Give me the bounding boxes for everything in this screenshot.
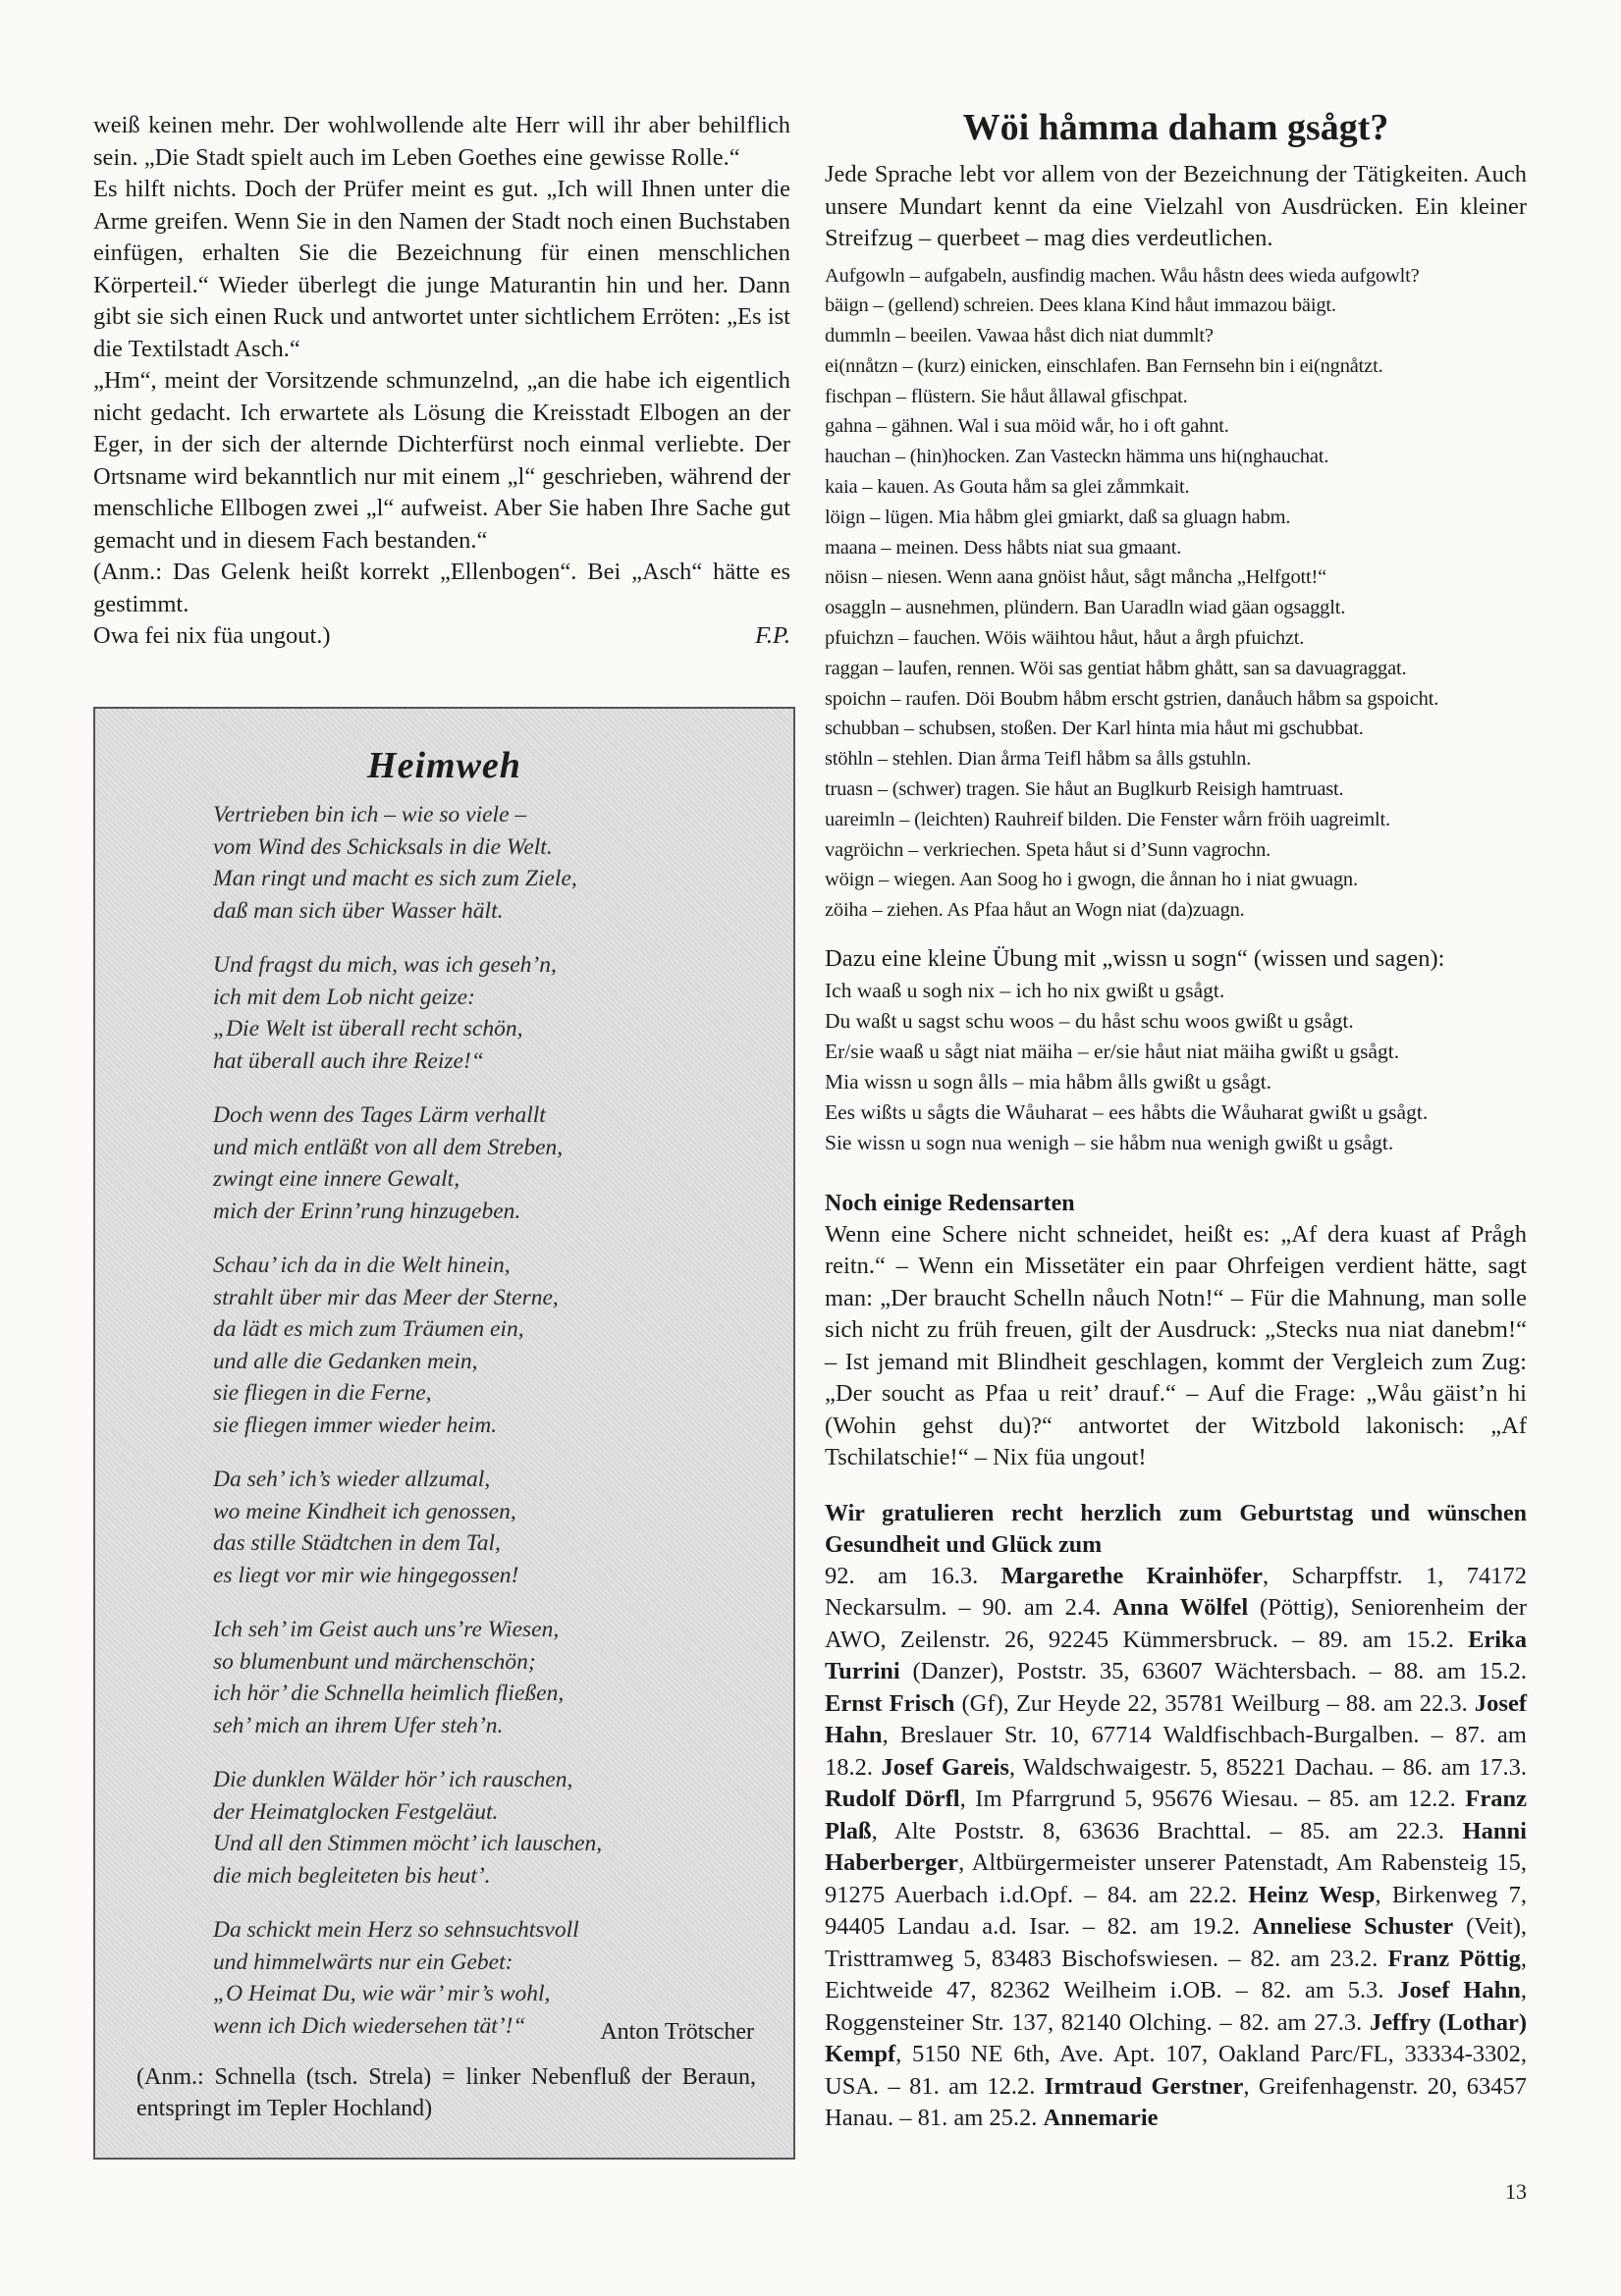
poem-line: wo meine Kindheit ich genossen, bbox=[213, 1498, 516, 1524]
poem-line: mich der Erinn’rung hinzugeben. bbox=[213, 1198, 521, 1224]
poem-line: seh’ mich an ihrem Ufer steh’n. bbox=[213, 1712, 504, 1738]
vocab-item: pfuichzn – fauchen. Wöis wäihtou håut, håut a årgh pfuichzt. bbox=[825, 627, 1305, 650]
vocab-item: zöiha – ziehen. As Pfaa håut an Wogn niat (da)zuagn. bbox=[825, 899, 1245, 922]
poem-line: vom Wind des Schicksals in die Welt. bbox=[213, 833, 553, 860]
birthday-entry bbox=[918, 2105, 1159, 2131]
birthday-name: Heinz Wesp bbox=[1248, 1881, 1376, 1908]
vocab-item: wöign – wiegen. Aan Soog ho i gwogn, die ånnan ho i niat gwuagn. bbox=[825, 869, 1358, 891]
vocab-item: löign – lügen. Mia håbm glei gmiarkt, daß sa gluagn habm. bbox=[825, 506, 1291, 528]
vocab-item: raggan – laufen, rennen. Wöi sas gentiat håbm ghått, san sa davuagraggat. bbox=[825, 657, 1407, 679]
poem-stanzas bbox=[213, 799, 763, 2064]
poem-line: ich mit dem Lob nicht geize: bbox=[213, 984, 475, 1010]
birthday-detail: 89. am 15.2. bbox=[1318, 1626, 1469, 1653]
poem-stanza bbox=[213, 1614, 763, 1741]
birthday-name: Rudolf Dörfl bbox=[825, 1786, 960, 1813]
poem-line: „O Heimat Du, wie wär’ mir’s wohl, bbox=[213, 1981, 551, 2006]
story-paragraph-1: weiß keinen mehr. Der wohlwollende alte Herr will ihr aber behilflich sein. „Die Stadt spielt auch im Leben Goethes eine gewisse Rolle.“ bbox=[93, 112, 790, 171]
birthday-name: Hanni Haberberger bbox=[825, 1817, 1527, 1877]
story-paragraph-3: „Hm“, meint der Vorsitzende schmunzelnd, „an die habe ich eigentlich nicht gedacht. Ich erwartete als Lösung die Kreisstadt Elbogen an der Eger, in der sich der alternde Dichterfürst noch einmal verliebte. Der Ortsname wird bekanntlich nur mit einem „l“ geschrieben, während der menschliche Ellbogen zwei „l“ aufweist. Aber Sie haben Ihre Sache gut gemacht und in diesem Fach bestanden.“ bbox=[93, 367, 790, 554]
birthday-detail: 86. am 17.3. bbox=[1402, 1753, 1527, 1781]
story-paragraph-2: Es hilft nichts. Doch der Prüfer meint es gut. „Ich will Ihnen unter die Arme greifen. Wenn Sie in den Namen der Stadt noch einen Buchstaben einfügen, erhalten Sie die Bezeichnung für einen menschlichen Körperteil.“ Wieder überlegt die junge Maturantin hin und her. Dann gibt sie sich einen Ruck und antwortet unter sichtlichem Erröten: „Es ist die Textilstadt Asch.“ bbox=[93, 176, 790, 362]
birthday-detail: 82. am 5.3. bbox=[1261, 1977, 1398, 2004]
birthday-detail: , Eichtweide 47, 82362 Weilheim i.OB. – bbox=[825, 1945, 1527, 2004]
birthday-detail: (Danzer), Poststr. 35, 63607 Wächtersbach. – bbox=[899, 1658, 1394, 1685]
poem-title: Heimweh bbox=[367, 745, 521, 786]
poem-line: es liegt vor mir wie hingegossen! bbox=[213, 1562, 519, 1588]
poem-line: Da seh’ ich’s wieder allzumal, bbox=[213, 1467, 491, 1492]
poem-line: Ich seh’ im Geist auch uns’re Wiesen, bbox=[213, 1617, 560, 1642]
birthdays-section bbox=[825, 1498, 1527, 2135]
poem-box bbox=[93, 707, 795, 2160]
birthday-detail: , Birkenweg 7, 94405 Landau a.d. Isar. – bbox=[825, 1881, 1527, 1941]
redensarten-heading: Noch einige Redensarten bbox=[825, 1190, 1075, 1216]
vocab-item: nöisn – niesen. Wenn aana gnöist håut, sågt måncha „Helfgott!“ bbox=[825, 566, 1327, 589]
poem-line: sie fliegen in die Ferne, bbox=[213, 1380, 432, 1406]
poem-line: und himmelwärts nur ein Gebet: bbox=[213, 1949, 513, 1975]
vocab-item: vagröichn – verkriechen. Speta håut si d’Sunn vagrochn. bbox=[825, 838, 1271, 861]
poem-line: daß man sich über Wasser hält. bbox=[213, 897, 504, 924]
vocab-item: spoichn – raufen. Döi Boubm håbm erscht gstrien, danåuch håbm sa gspoicht. bbox=[825, 687, 1439, 710]
poem-line: da lädt es mich zum Träumen ein, bbox=[213, 1316, 524, 1342]
birthday-detail: , Waldschwaigestr. 5, 85221 Dachau. – bbox=[1008, 1753, 1403, 1781]
birthday-detail: 85. am 22.3. bbox=[1300, 1817, 1463, 1844]
birthday-detail: , 5150 NE 6th, Ave. Apt. 107, Oakland Parc/FL, 33334-3302, USA. – bbox=[825, 2041, 1527, 2100]
exercise-intro: Dazu eine kleine Übung mit „wissn u sogn“ (wissen und sagen): bbox=[825, 945, 1445, 973]
vocab-title: Wöi håmma daham gsågt? bbox=[962, 107, 1389, 148]
birthday-detail: , Roggensteiner Str. 137, 82140 Olching. – bbox=[825, 1977, 1527, 2036]
birthday-detail: , Breslauer Str. 10, 67714 Waldfischbach-Burgalben. – bbox=[882, 1722, 1456, 1749]
poem-stanza bbox=[213, 1099, 763, 1227]
vocab-intro: Jede Sprache lebt vor allem von der Bezeichnung der Tätigkeiten. Auch unsere Mundart kennt da eine Vielzahl von Ausdrücken. Ein kleiner Streifzug – querbeet – mag dies verdeutlichen. bbox=[825, 161, 1527, 251]
exercise-line: Du waßt u sagst schu woos – du håst schu woos gwißt u gsågt. bbox=[825, 1008, 1354, 1033]
birthday-detail: (Veit), Tristtramweg 5, 83483 Bischofswiesen. – bbox=[825, 1913, 1527, 1972]
poem-stanza bbox=[213, 949, 763, 1077]
birthday-detail: 90. am 2.4. bbox=[982, 1594, 1113, 1622]
birthday-name: Franz Pöttig bbox=[1387, 1945, 1521, 1972]
exercise-line: Ich waaß u sogh nix – ich ho nix gwißt u gsågt. bbox=[825, 978, 1225, 1002]
birthday-detail: 82. am 23.2. bbox=[1250, 1945, 1388, 1972]
birthday-detail: , Im Pfarrgrund 5, 95676 Wiesau. – bbox=[959, 1786, 1329, 1813]
poem-note: (Anm.: Schnella (tsch. Strela) = linker Nebenfluß der Beraun, entspringt im Tepler Hochland) bbox=[136, 2064, 756, 2121]
birthday-detail: 85. am 12.2. bbox=[1328, 1786, 1466, 1813]
poem-line: Die dunklen Wälder hör’ ich rauschen, bbox=[213, 1767, 573, 1792]
poem-line: Vertrieben bin ich – wie so viele – bbox=[213, 802, 527, 828]
right-column bbox=[825, 106, 1527, 2135]
birthday-name: Erika Turrini bbox=[825, 1626, 1527, 1685]
birthday-detail: , Greifenhagenstr. 20, 63457 Hanau. – bbox=[825, 2072, 1528, 2132]
poem-line: wenn ich Dich wiedersehen tät’!“ bbox=[213, 2012, 526, 2039]
closing-text: Owa fei nix füa ungout.) bbox=[93, 622, 331, 649]
birthday-detail: , Scharpffstr. 1, 74172 Neckarsulm. – bbox=[825, 1562, 1527, 1622]
redensarten-text: Wenn eine Schere nicht schneidet, heißt es: „Af dera kuast af Prågh reitn.“ – Wenn ein Missetäter ein paar Ohrfeigen verdient hätte, sagt man: „Der braucht Schelln nåuch Notn!“ – Für die Mahnung, man solle sich nicht zu früh freuen, gilt der Ausdruck: „Stecks nua niat danebm!“ – Ist jemand mit Blindheit geschlagen, kommt der Vergleich zum Zug: „Der soucht as Pfaa u reit’ drauf.“ – Auf die Frage: „Wåu gäist’n hi (Wohin gehst du)?“ antwortet der Witzbold lakonisch: „Af Tschilatschie!“ – Nix füa ungout! bbox=[825, 1220, 1527, 1471]
vocab-item: ei(nnåtzn – (kurz) einicken, einschlafen. Ban Fernsehn bin i ei(ngnåtzt. bbox=[825, 354, 1383, 377]
poem-line: hat überall auch ihre Reize!“ bbox=[213, 1047, 484, 1074]
exercise-section bbox=[825, 943, 1527, 1158]
story-paragraph-4: (Anm.: Das Gelenk heißt korrekt „Ellenbogen“. Bei „Asch“ hätte es gestimmt. bbox=[93, 559, 790, 617]
poem-line: das stille Städtchen in dem Tal, bbox=[213, 1530, 501, 1556]
vocab-item: gahna – gähnen. Wal i sua möid wår, ho i oft gahnt. bbox=[825, 415, 1229, 438]
left-column bbox=[93, 110, 790, 653]
poem-line: Doch wenn des Tages Lärm verhallt bbox=[213, 1102, 546, 1128]
birthday-detail: 88. am 15.2. bbox=[1393, 1658, 1527, 1685]
birthday-name: Jeffry (Lothar) Kempf bbox=[825, 2008, 1527, 2068]
birthday-detail: 87. am 18.2. bbox=[825, 1722, 1527, 1781]
vocab-item: schubban – schubsen, stoßen. Der Karl hinta mia håut mi gschubbat. bbox=[825, 718, 1364, 740]
vocab-item: uareimln – (leichten) Rauhreif bilden. Die Fenster wårn fröih uagreimlt. bbox=[825, 808, 1390, 830]
birthday-detail: 81. am 12.2. bbox=[909, 2072, 1045, 2100]
page-number: 13 bbox=[1505, 2179, 1527, 2204]
story-closing bbox=[93, 620, 790, 653]
exercise-lines bbox=[825, 976, 1527, 1158]
poem-line: Schau’ ich da in die Welt hinein, bbox=[213, 1253, 511, 1278]
birthday-detail: 88. am 22.3. bbox=[1345, 1689, 1475, 1717]
birthday-detail: 84. am 22.2. bbox=[1107, 1881, 1249, 1908]
birthday-detail: (Pöttig), Seniorenheim der AWO, Zeilenstr. 26, 92245 Kümmersbruck. – bbox=[825, 1594, 1527, 1653]
poem-stanza bbox=[213, 799, 763, 927]
poem-line: Und fragst du mich, was ich geseh’n, bbox=[213, 952, 557, 978]
exercise-line: Sie wissn u sogn nua wenigh – sie håbm nua wenigh gwißt u gsågt. bbox=[825, 1130, 1394, 1154]
author-signature: F.P. bbox=[755, 622, 790, 649]
birthday-name: Josef Gareis bbox=[881, 1753, 1009, 1781]
birthday-name: Irmtraud Gerstner bbox=[1044, 2072, 1244, 2100]
vocab-item: kaia – kauen. As Gouta håm sa glei zåmmkait. bbox=[825, 476, 1190, 499]
poem-line: zwingt eine innere Gewalt, bbox=[213, 1166, 460, 1192]
poem-line: Und all den Stimmen möcht’ ich lauschen, bbox=[213, 1831, 603, 1856]
birthday-detail: 82. am 27.3. bbox=[1239, 2008, 1370, 2036]
poem-line: sie fliegen immer wieder heim. bbox=[213, 1412, 498, 1438]
exercise-line: Mia wissn u sogn ålls – mia håbm ålls gwißt u gsågt. bbox=[825, 1069, 1272, 1094]
poem-line: und mich entläßt von all dem Streben, bbox=[213, 1134, 564, 1160]
vocab-item: bäign – (gellend) schreien. Dees klana Kind håut immazou bäigt. bbox=[825, 294, 1336, 317]
birthday-detail: 81. am 25.2. bbox=[917, 2105, 1044, 2132]
poem-line: der Heimatglocken Festgeläut. bbox=[213, 1798, 499, 1825]
poem-line: Da schickt mein Herz so sehnsuchtsvoll bbox=[213, 1917, 579, 1943]
vocab-item: maana – meinen. Dess håbts niat sua gmaant. bbox=[825, 536, 1182, 559]
vocab-item: osaggln – ausnehmen, plündern. Ban Uaradln wiad gäan ogsagglt. bbox=[825, 597, 1346, 619]
birthday-name: Anneliese Schuster bbox=[1252, 1913, 1454, 1941]
birthdays-text bbox=[825, 1561, 1527, 2135]
birthday-detail: , Alte Poststr. 8, 63636 Brachttal. – bbox=[871, 1817, 1301, 1844]
vocab-item: truasn – (schwer) tragen. Sie håut an Buglkurb Reisigh hamtruast. bbox=[825, 778, 1344, 801]
birthday-detail: , Altbürgermeister unserer Patenstadt, Am Rabensteig 15, 91275 Auerbach i.d.Opf. – bbox=[825, 1849, 1527, 1908]
vocab-list bbox=[825, 261, 1527, 927]
poem-stanza bbox=[213, 1464, 763, 1591]
vocab-item: hauchan – (hin)hocken. Zan Vasteckn hämma uns hi(nghauchat. bbox=[825, 446, 1329, 468]
poem-author: Anton Trötscher bbox=[600, 2019, 754, 2045]
poem-line: strahlt über mir das Meer der Sterne, bbox=[213, 1284, 559, 1310]
birthday-detail: 92. am 16.3. bbox=[825, 1562, 1001, 1589]
poem-line: und alle die Gedanken mein, bbox=[213, 1348, 478, 1374]
birthday-name: Ernst Frisch bbox=[825, 1689, 955, 1717]
vocab-item: dummln – beeilen. Vawaa håst dich niat dummlt? bbox=[825, 325, 1214, 347]
poem-stanza bbox=[213, 1250, 763, 1441]
birthday-name: Josef Hahn bbox=[825, 1689, 1527, 1749]
birthday-name: Anna Wölfel bbox=[1112, 1594, 1249, 1622]
poem-line: die mich begleiteten bis heut’. bbox=[213, 1862, 491, 1889]
birthday-name: Margarethe Krainhöfer bbox=[1000, 1562, 1264, 1589]
birthday-detail: 82. am 19.2. bbox=[1107, 1913, 1253, 1941]
birthday-name: Franz Plaß bbox=[825, 1786, 1527, 1844]
vocab-item: Aufgowln – aufgabeln, ausfindig machen. Wåu håstn dees wieda aufgowlt? bbox=[825, 264, 1420, 287]
vocab-item: fischpan – flüstern. Sie håut ållawal gfischpat. bbox=[825, 385, 1188, 407]
poem-line: „Die Welt ist überall recht schön, bbox=[213, 1016, 523, 1041]
birthday-name: Josef Hahn bbox=[1397, 1977, 1521, 2004]
exercise-line: Ees wißts u sågts die Wåuharat – ees håbts die Wåuharat gwißt u gsågt. bbox=[825, 1099, 1429, 1124]
poem-stanza bbox=[213, 1764, 763, 1892]
poem-line: Man ringt und macht es sich zum Ziele, bbox=[213, 866, 577, 891]
redensarten-section bbox=[825, 1188, 1527, 1474]
poem-line: so blumenbunt und märchenschön; bbox=[213, 1648, 536, 1675]
exercise-line: Er/sie waaß u sågt niat mäiha – er/sie håut niat mäiha gwißt u gsågt. bbox=[825, 1039, 1400, 1063]
vocab-item: stöhln – stehlen. Dian årma Teifl håbm sa ålls gstuhln. bbox=[825, 748, 1252, 771]
poem-line: ich hör’ die Schnella heimlich fließen, bbox=[213, 1681, 565, 1706]
birthdays-heading: Wir gratulieren recht herzlich zum Geburtstag und wünschen Gesundheit und Glück zum bbox=[825, 1500, 1527, 1558]
birthday-name: Annemarie bbox=[1043, 2105, 1159, 2132]
birthday-detail: (Gf), Zur Heyde 22, 35781 Weilburg – bbox=[954, 1689, 1346, 1717]
